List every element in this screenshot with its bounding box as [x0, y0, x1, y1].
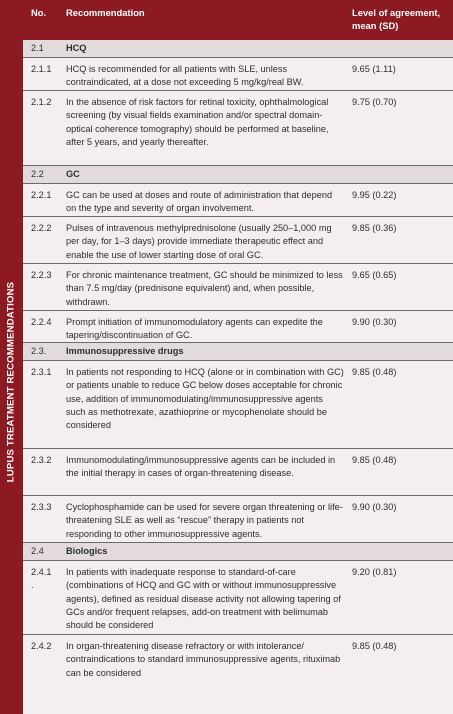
section-title: HCQ: [66, 43, 87, 53]
agreement-level: 9.85 (0.48): [352, 641, 397, 651]
recommendation-text: Pulses of intravenous methylprednisolone (usually 250–1,000 mg per day, for 1–3 days) provide immediate therapeutic effect and enable the use of lower starting dose of oral GC.: [66, 223, 332, 260]
table-row: [23, 635, 453, 684]
recommendation-text: Cyclophosphamide can be used for severe organ threatening or life-threatening SLE as well as “rescue” therapy in patients not responding to other immunosuppressive agents.: [66, 502, 343, 539]
agreement-level: 9.20 (0.81): [352, 567, 397, 577]
side-label: LUPUS TREATMENT RECOMMENDATIONS: [5, 281, 17, 483]
row-number: 2.2.1: [31, 190, 52, 200]
recommendation-text: In the absence of risk factors for retinal toxicity, ophthalmological screening (by visual fields examination and/or spectral domain-optical coherence tomography) should be performed at baseline, after 5 years, and yearly thereafter.: [66, 97, 329, 147]
table-row: [23, 449, 453, 496]
agreement-level: 9.65 (0.65): [352, 270, 397, 280]
section-row: [23, 40, 453, 58]
table-row: [23, 496, 453, 543]
header-level-of-agreement: Level of agreement, mean (SD): [352, 7, 441, 31]
row-number: 2.3.2: [31, 455, 52, 465]
table-row: [23, 311, 453, 343]
agreement-level: 9.75 (0.70): [352, 97, 397, 107]
row-number: 2.4.1 .: [31, 567, 52, 591]
agreement-level: 9.85 (0.36): [352, 223, 397, 233]
recommendation-text: Prompt initiation of immunomodulatory agents can expedite the tapering/discontinuation of GC.: [66, 317, 323, 341]
recommendation-text: For chronic maintenance treatment, GC should be minimized to less than 7.5 mg/day (prednisone equivalent) and, when possible, withdrawn.: [66, 270, 343, 307]
recommendation-text: Immunomodulating/immunosuppressive agents can be included in the initial therapy in cases of organ-threatening disease.: [66, 455, 336, 479]
agreement-level: 9.65 (1.11): [352, 64, 396, 74]
row-number: 2.3.3: [31, 502, 52, 512]
row-number: 2.1.2: [31, 97, 52, 107]
section-row: [23, 343, 453, 361]
agreement-level: 9.90 (0.30): [352, 502, 397, 512]
section-title: Biologics: [66, 546, 108, 556]
row-number: 2.2.3: [31, 270, 52, 280]
row-number: 2.3.: [31, 346, 47, 356]
recommendation-text: GC can be used at doses and route of administration that depend on the type and severity of organ involvement.: [66, 190, 333, 214]
row-number: 2.2: [31, 169, 44, 179]
table-row: [23, 91, 453, 166]
agreement-level: 9.85 (0.48): [352, 455, 397, 465]
agreement-level: 9.85 (0.48): [352, 367, 397, 377]
section-row: [23, 543, 453, 561]
header-recommendation: Recommendation: [66, 7, 145, 18]
header-no: No.: [31, 7, 47, 18]
recommendation-text: In organ-threatening disease refractory or with intolerance/ contraindications to standard immunosuppressive agents, rituximab can be considered: [66, 641, 341, 678]
table-row: [23, 58, 453, 91]
recommendation-text: In patients not responding to HCQ (alone or in combination with GC) or patients unable to reduce GC below doses acceptable for chronic use, addition of immunomodulating/immunosuppressive agents such as methotrexate, azathioprine or mycophenolate should be considered: [66, 367, 344, 431]
section-title: Immunosuppressive drugs: [66, 346, 184, 356]
row-number: 2.1.1: [31, 64, 52, 74]
row-number: 2.2.2: [31, 223, 52, 233]
row-number: 2.1: [31, 43, 44, 53]
row-number: 2.4.2: [31, 641, 52, 651]
recommendation-text: HCQ is recommended for all patients with SLE, unless contraindicated, at a dose not exceeding 5 mg/kg/real BW.: [66, 64, 304, 88]
table-row: [23, 217, 453, 264]
row-number: 2.2.4: [31, 317, 52, 327]
agreement-level: 9.90 (0.30): [352, 317, 397, 327]
section-row: [23, 166, 453, 184]
section-title: GC: [66, 169, 80, 179]
table-row: [23, 184, 453, 217]
side-banner: [0, 0, 23, 714]
row-number: 2.4: [31, 546, 44, 556]
row-number: 2.3.1: [31, 367, 52, 377]
table-row: [23, 361, 453, 449]
table-row: [23, 561, 453, 635]
table-header: [23, 0, 453, 40]
recommendation-text: In patients with inadequate response to standard-of-care (combinations of HCQ and GC with or without immunosuppressive agents), defined as residual disease activity not allowing tapering of GCs and/or frequent relapses, add-on treatment with belimumab should be considered: [66, 567, 341, 631]
table-body: [23, 40, 453, 684]
agreement-level: 9.95 (0.22): [352, 190, 397, 200]
table-row: [23, 264, 453, 311]
